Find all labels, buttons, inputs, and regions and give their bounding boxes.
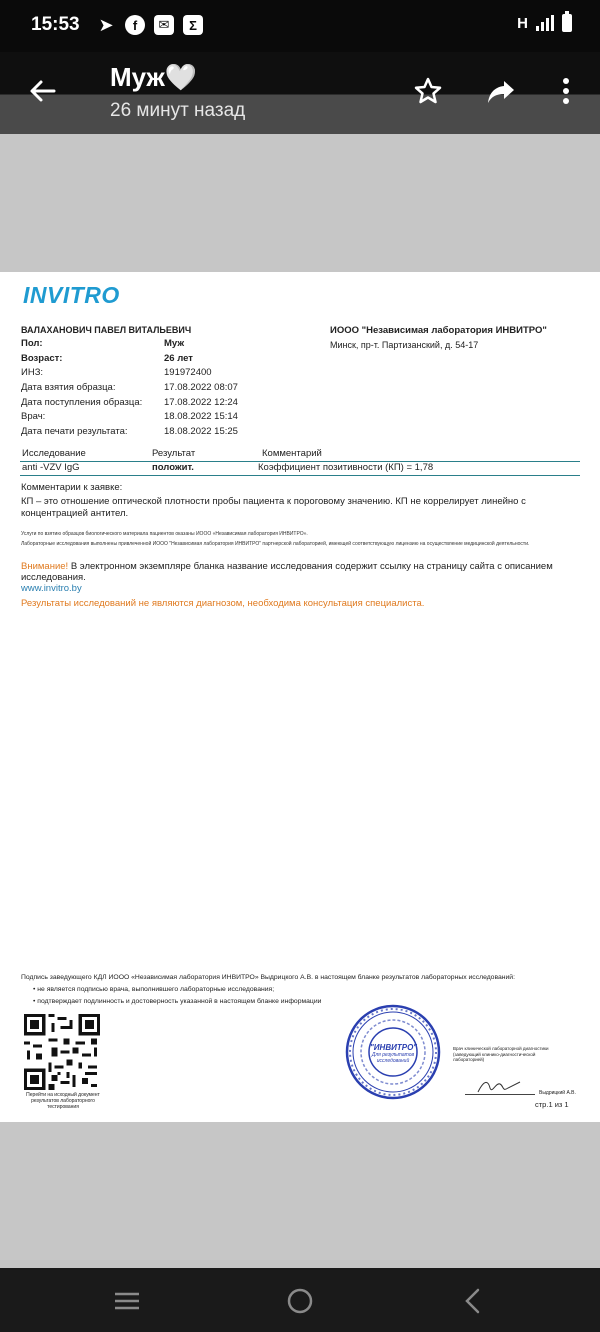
info-value: 18.08.2022 15:14: [164, 411, 238, 423]
warning-text: В электронном экземпляре бланка название исследования содержит ссылку на страницу сайта с описанием исследования.: [21, 561, 553, 583]
qr-caption: Перейти на исходный документ результатов лабораторного тестирования: [26, 1092, 100, 1110]
info-label: Дата поступления образца:: [21, 396, 143, 408]
fine-print: Лабораторные исследования выполнены привлеченной ИООО "Независимая лаборатория ИНВИТРО" партнерской лабораторией, имеющей соответствующую лицензию на осуществление медицинской деятельности.: [21, 541, 530, 547]
signature-bullet: • подтверждает подлинность и достоверность указанной в настоящем бланке информации: [33, 998, 322, 1005]
sigma-app-icon: Σ: [183, 15, 203, 35]
website-link[interactable]: www.invitro.by: [21, 583, 82, 594]
info-value: 18.08.2022 15:25: [164, 426, 238, 438]
warning-note: [21, 561, 586, 583]
fine-print: Услуги по взятию образцов биологического материала пациентов оказаны ИООО «Независимая лаборатория ИНВИТРО».: [21, 531, 308, 537]
info-row: [21, 338, 238, 353]
stamp-subtitle: Для результатов исследований: [371, 1052, 415, 1064]
status-bar: [0, 0, 600, 52]
chat-title: Муж🤍: [110, 62, 198, 92]
info-row: [21, 411, 238, 426]
signature-bullet: • не является подписью врача, выполнившего лабораторные исследования;: [33, 986, 275, 993]
share-icon[interactable]: [486, 76, 516, 106]
info-value: 191972400: [164, 367, 212, 379]
signer-name: Выдрицкий А.В.: [539, 1090, 576, 1096]
info-label: Дата взятия образца:: [21, 382, 116, 394]
test-result: положит.: [152, 462, 194, 473]
system-status: [517, 14, 572, 32]
lab-address: Минск, пр-т. Партизанский, д. 54-17: [330, 340, 479, 350]
network-type: H: [517, 14, 528, 32]
results-table-row: [20, 461, 580, 476]
info-label: ИНЗ:: [21, 367, 44, 379]
clock: 15:53: [31, 14, 80, 35]
lab-name: ИООО "Независимая лаборатория ИНВИТРО": [330, 325, 547, 336]
info-row: [21, 367, 238, 382]
stamp-name: "ИНВИТРО": [370, 1043, 418, 1052]
back-nav-icon[interactable]: [458, 1286, 488, 1316]
info-row: [21, 382, 238, 397]
info-value: Муж: [164, 338, 185, 349]
info-label: Возраст:: [21, 352, 63, 364]
warning-label: Внимание!: [21, 561, 69, 572]
info-label: Дата печати результата:: [21, 426, 128, 438]
disclaimer: Результаты исследований не являются диагнозом, необходима консультация специалиста.: [21, 598, 425, 609]
stamp-center-text: [370, 1043, 416, 1064]
signature-note: Подпись заведующего КДЛ ИООО «Независимая лаборатория ИНВИТРО» Выдрицкого А.В. в настоящем бланке результатов лабораторных исследований:: [21, 974, 515, 981]
comments-heading: Комментарии к заявке:: [21, 482, 123, 493]
telegram-icon: ➤: [98, 14, 114, 35]
mail-icon: ✉: [154, 15, 174, 35]
results-table-header: [20, 447, 580, 462]
info-row: [21, 397, 238, 412]
test-name-link[interactable]: anti -VZV IgG: [22, 462, 80, 473]
signer-role: Врач клинической лабораторной диагностики (заведующий клинико-диагностической лабораторией): [453, 1046, 549, 1062]
lab-result-document[interactable]: [0, 272, 600, 1122]
column-header: Комментарий: [262, 448, 322, 459]
qr-code[interactable]: [24, 1014, 100, 1090]
system-nav-bar: [0, 1268, 600, 1332]
info-label: Врач:: [21, 411, 46, 423]
info-value: 17.08.2022 12:24: [164, 396, 238, 408]
info-row: [21, 426, 238, 441]
signature-mark: [474, 1076, 524, 1096]
info-row: [21, 353, 238, 368]
more-icon[interactable]: [551, 76, 581, 106]
patient-name: ВАЛАХАНОВИЧ ПАВЕЛ ВИТАЛЬЕВИЧ: [21, 325, 192, 335]
page-number: стр.1 из 1: [535, 1100, 569, 1109]
signal-icon: [536, 15, 554, 31]
recents-icon[interactable]: [112, 1286, 142, 1316]
notification-icons: [96, 15, 203, 35]
battery-icon: [562, 14, 572, 32]
info-value: 26 лет: [164, 352, 193, 364]
back-icon[interactable]: [28, 76, 58, 106]
test-comment: Коэффициент позитивности (КП) = 1,78: [258, 462, 434, 473]
column-header: Исследование: [22, 448, 86, 459]
star-icon[interactable]: [413, 76, 443, 106]
facebook-icon: f: [125, 15, 145, 35]
patient-info: [21, 338, 238, 441]
timestamp: 26 минут назад: [110, 100, 246, 121]
info-label: Пол:: [21, 338, 43, 349]
column-header: Результат: [152, 448, 196, 459]
signature-line: [465, 1094, 535, 1095]
invitro-logo: INVITRO: [23, 282, 120, 308]
app-bar: [0, 52, 600, 134]
comment-text: КП – это отношение оптической плотности пробы пациента к пороговому значению. КП не коррелирует линейно с концентрацией антител.: [21, 496, 526, 519]
home-icon[interactable]: [285, 1286, 315, 1316]
info-value: 17.08.2022 08:07: [164, 382, 238, 394]
